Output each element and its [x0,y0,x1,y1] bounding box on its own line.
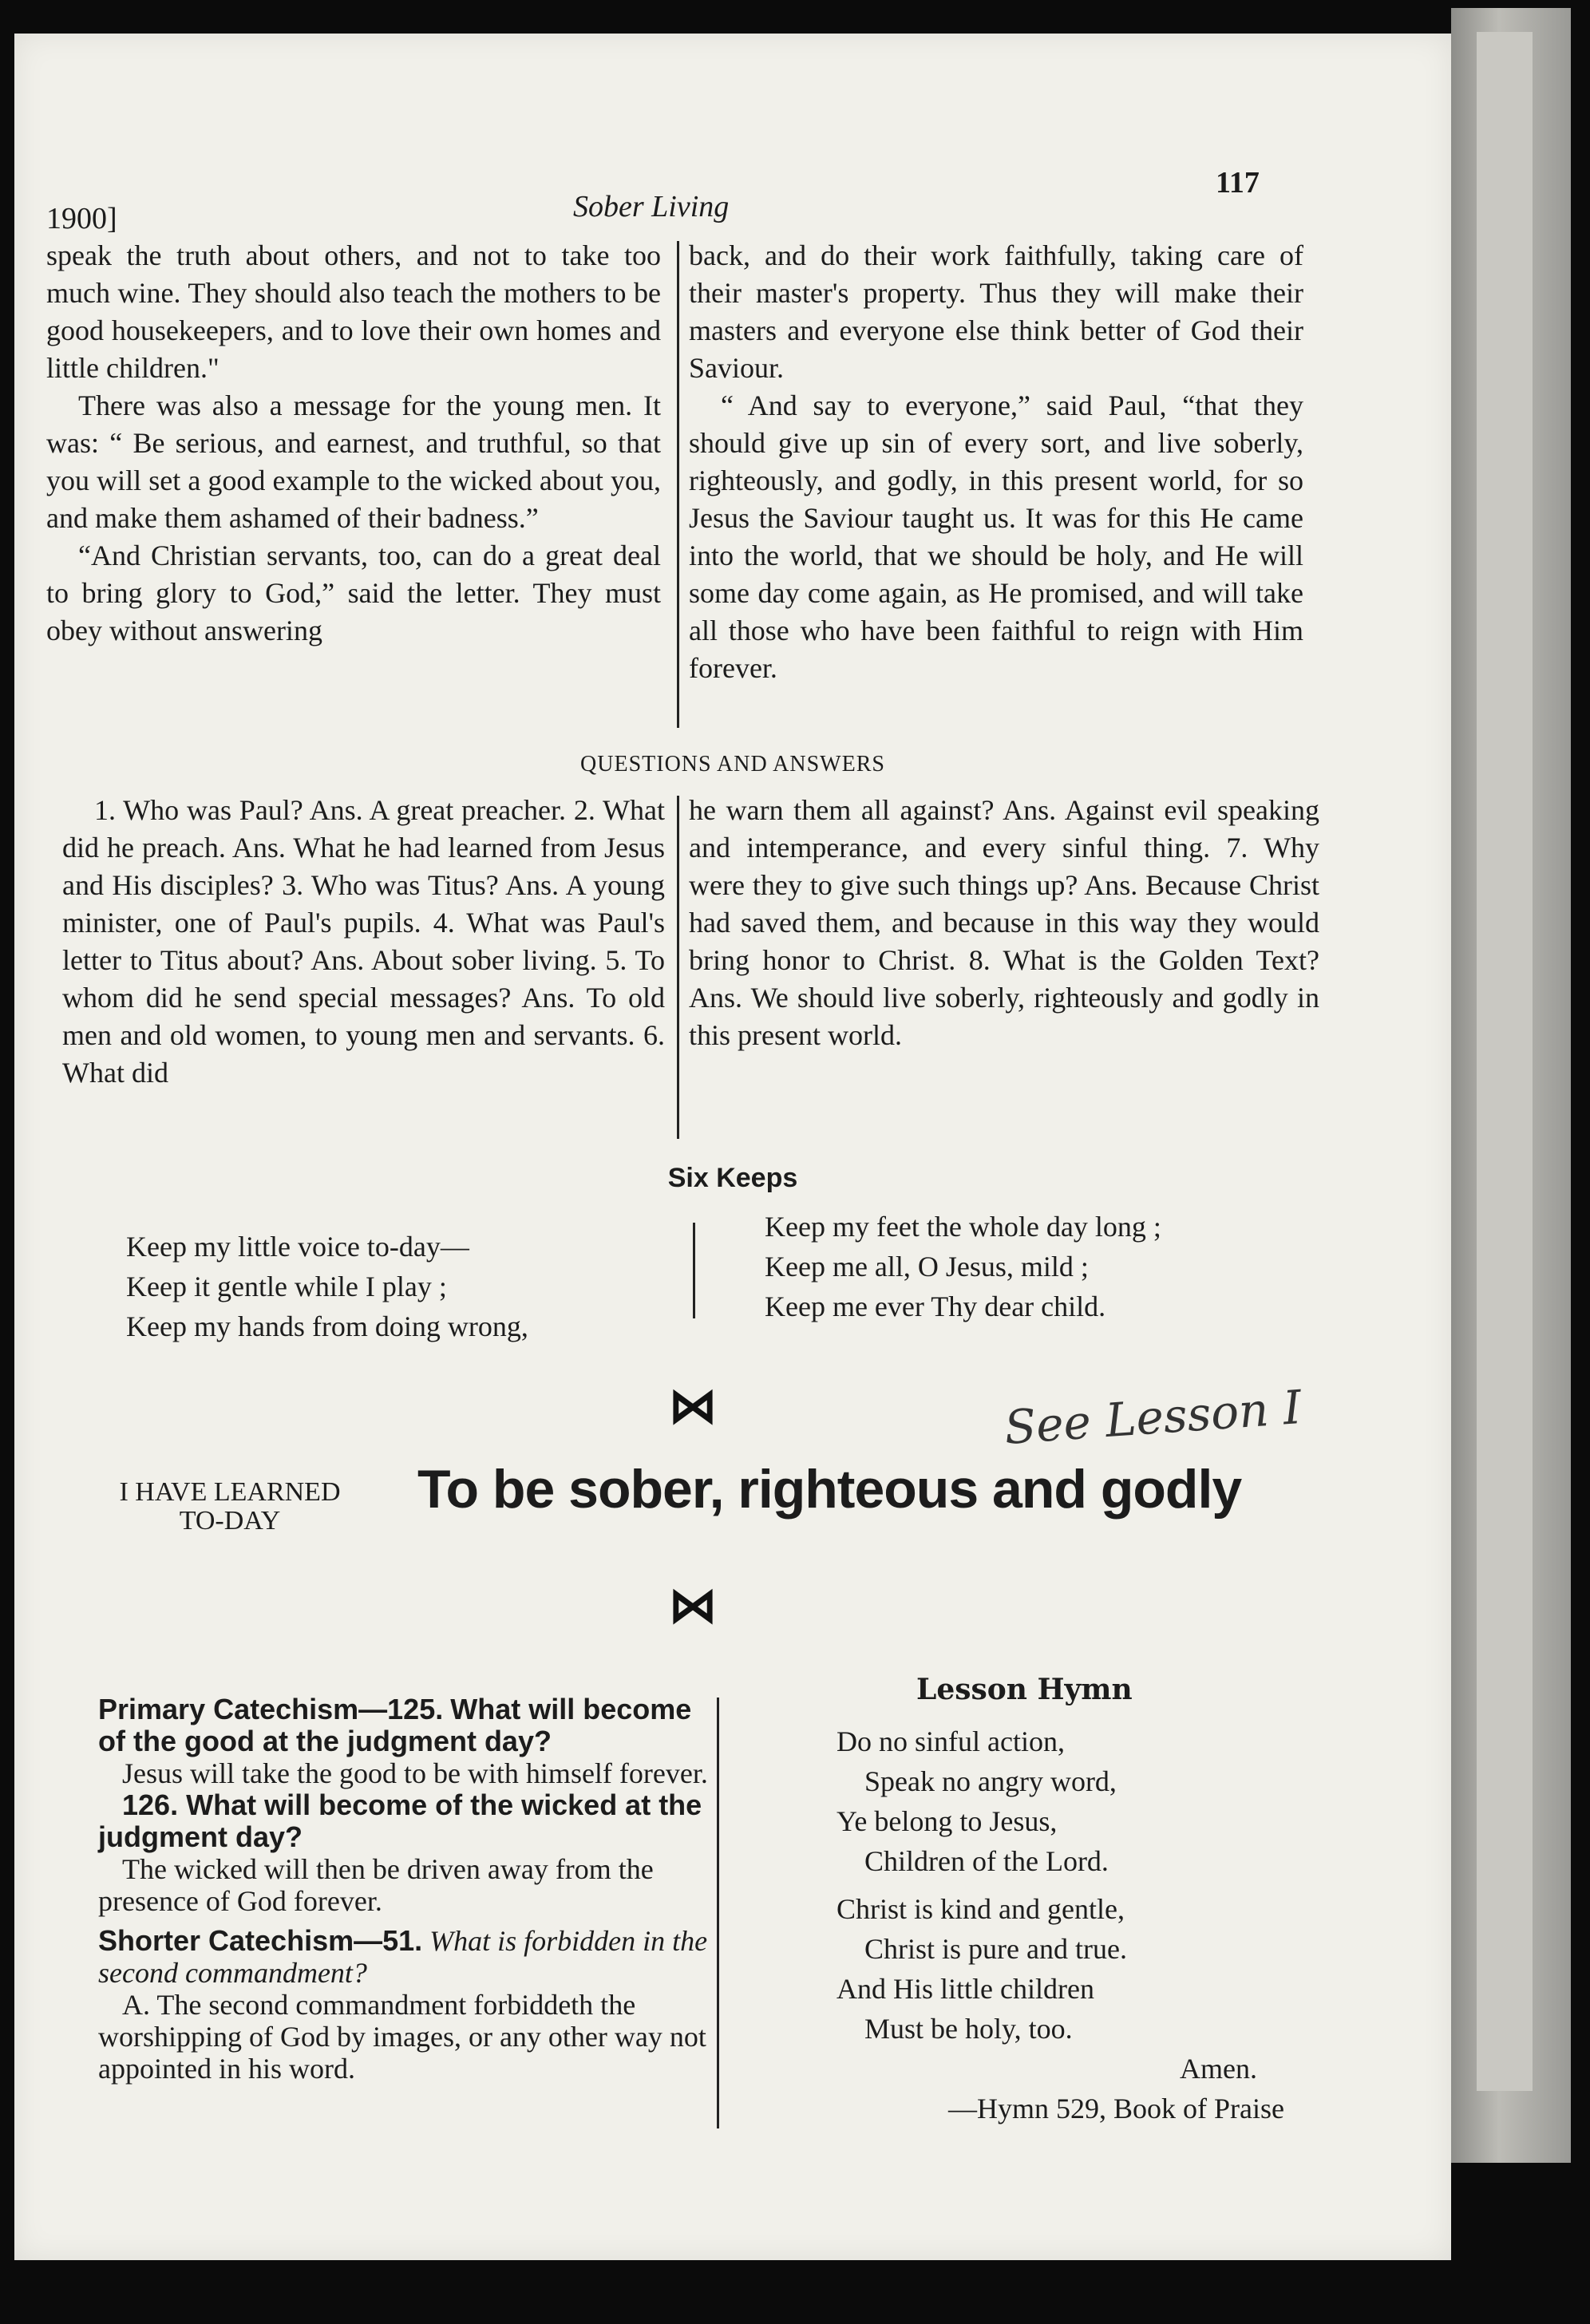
hymn-line: And His little children [837,1973,1094,2005]
primary-catechism-q126 [98,1789,721,1853]
poem-line: Keep me all, O Jesus, mild ; [765,1251,1089,1283]
left-column [46,237,661,650]
poem-right-stanza [765,1207,1323,1326]
column-divider [677,241,679,728]
hymn-line: Ye belong to Jesus, [837,1805,1058,1837]
right-paragraph-2: “ And say to everyone,” said Paul, “that they should give up sin of every sort, and live soberly, righteously, and godly, in this present world, for so Jesus the Saviour taught us. It was for this He came into the world, that we should be holy, and He will some day come again, as He promised, and will take all those who have been faithful to reign with Him forever. [689,389,1303,684]
poem-divider [693,1223,695,1318]
learned-text: To be sober, righteous and godly [417,1459,1242,1520]
poem-left-stanza [126,1227,685,1346]
header-year: 1900] [46,202,117,235]
hymn-line: Christ is pure and true. [864,1933,1127,1965]
hymn-line: Do no sinful action, [837,1725,1065,1757]
qa-heading: QUESTIONS AND ANSWERS [580,752,885,777]
left-paragraph-3: “And Christian servants, too, can do a great deal to bring glory to God,” said the letter. They must obey without answering [46,540,661,646]
poem-line: Keep my hands from doing wrong, [126,1310,528,1342]
right-paragraph-1: back, and do their work faithfully, taking care of their master's property. Thus they will make their masters and everyone else think better of God their Saviour. [689,239,1303,384]
hymn-line: Must be holy, too. [864,2013,1073,2045]
qa-left-column [62,792,665,1092]
primary-catechism-heading: Primary Catechism—125. [98,1693,444,1725]
learned-label-line1: I HAVE LEARNED [119,1477,341,1507]
primary-answer-125: Jesus will take the good to be with himself forever. [122,1757,708,1789]
learned-label [62,1478,398,1536]
ornament-bottom: ⋈ [669,1579,717,1632]
qa-left-text: 1. Who was Paul? Ans. A great preacher. 2. What did he preach. Ans. What he had learned from Jesus and His disciples? 3. Who was Titus? Ans. A young minister, one of Paul's pupils. 4. What was Paul's letter to Titus about? Ans. About sober living. 5. To whom did he send special messages? Ans. To old men and old women, to young men and servants. 6. What did [62,794,665,1089]
left-paragraph-2: There was also a message for the young men. It was: “ Be serious, and earnest, and truthful, so that you will set a good example to the wicked about you, and make them ashamed of their badness.” [46,389,661,534]
right-column [689,237,1303,687]
page-header [14,153,1451,235]
poem-line: Keep me ever Thy dear child. [765,1290,1106,1322]
qa-right-text: he warn them all against? Ans. Against evil speaking and intemperance, and every sinful thing. 7. Why were they to give such things up? Ans. Because Christ had saved them, and because in this way they would bring honor to Christ. 8. What is the Golden Text? Ans. We should live soberly, righteously and godly in this present world. [689,794,1319,1051]
poem-line: Keep my feet the whole day long ; [765,1211,1161,1243]
qa-column-divider [677,796,679,1139]
hymn-line: Christ is kind and gentle, [837,1893,1125,1925]
handwritten-note: See Lesson I [1003,1380,1303,1455]
qa-right-column [689,792,1319,1054]
shorter-catechism-q51 [98,1925,721,1989]
primary-question-126-number: 126. [122,1788,179,1821]
ornament-top: ⋈ [669,1380,717,1433]
left-paragraph-1: speak the truth about others, and not to take too much wine. They should also teach the mothers to be good housekeepers, and to love their own homes and little children." [46,239,661,384]
hymn-line: Children of the Lord. [864,1845,1109,1877]
document-page [14,34,1451,2260]
hymn-stanza-2 [837,1889,1395,2049]
hymn-stanza-1 [837,1721,1395,1881]
primary-answer-126: The wicked will then be driven away from the presence of God forever. [98,1853,654,1917]
running-title: Sober Living [573,190,730,223]
primary-catechism-q125 [98,1694,721,1757]
poem-line: Keep my little voice to-day— [126,1231,469,1263]
catechism-block [98,1694,721,2085]
hymn-source: —Hymn 529, Book of Praise [948,2093,1284,2124]
poem-line: Keep it gentle while I play ; [126,1271,447,1302]
shorter-answer-51: A. The second commandment forbiddeth the worshipping of God by images, or any other way not appointed in his word. [98,1989,706,2085]
catechism-divider [717,1698,719,2128]
shorter-catechism-heading: Shorter Catechism—51. [98,1924,423,1957]
shorter-question-51: What is forbidden in the second commandment? [98,1925,708,1989]
primary-question-125: What will become of the good at the judgment day? [98,1693,692,1757]
adjacent-page-inner [1477,32,1533,2091]
hymn-amen: Amen. [1180,2053,1257,2085]
hymn-line: Speak no angry word, [864,1765,1117,1797]
poem-title: Six Keeps [667,1163,798,1193]
learned-label-line2: TO-DAY [179,1506,281,1536]
hymn-title: Lesson Hymn [916,1673,1133,1706]
primary-question-126: What will become of the wicked at the judgment day? [98,1788,702,1853]
page-number: 117 [1216,166,1260,200]
